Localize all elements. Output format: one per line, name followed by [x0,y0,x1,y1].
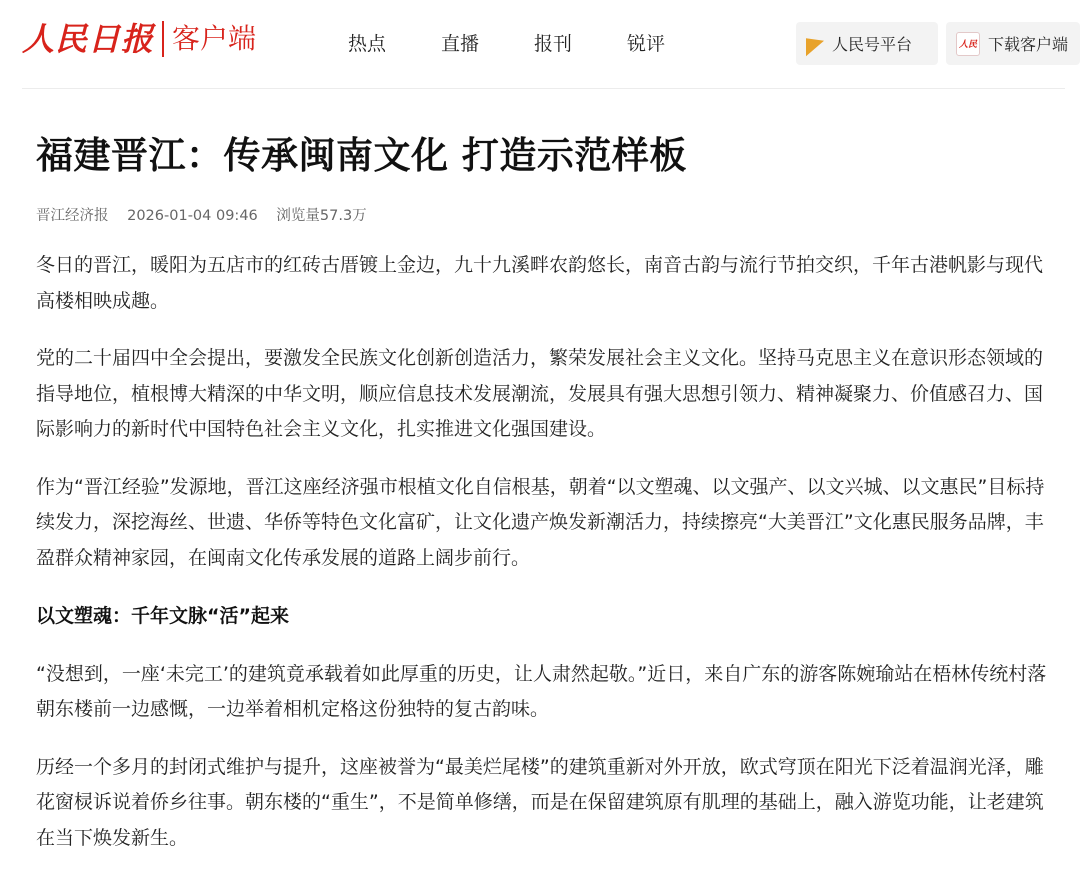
logo-mark: 人民日报 [22,20,155,58]
article-paragraph: 冬日的晋江，暖阳为五店市的红砖古厝镀上金边，九十九溪畔农韵悠长，南音古韵与流行节拍交织，千年古港帆影与现代高楼相映成趣。 [36,254,1044,312]
article-datetime: 2026-01-04 09:46 [127,208,258,224]
nav-item-hot[interactable]: 热点 [348,33,387,55]
logo-subtitle: 客户端 [172,22,257,55]
app-logo-icon: 人民 [956,32,980,56]
logo-separator [162,21,164,57]
download-button-label: 下载客户端 [988,35,1069,54]
nav-item-live[interactable]: 直播 [441,33,480,55]
main-nav [348,30,720,58]
header-divider [22,88,1065,89]
article-meta [36,206,1056,226]
article-title: 福建晋江：传承闽南文化 打造示范样板 [36,134,687,177]
site-logo[interactable] [22,16,256,62]
article-paragraph: 历经一个多月的封闭式维护与提升，这座被誉为“最美烂尾楼”的建筑重新对外开放，欧式穹顶在阳光下泛着温润光泽，雕花窗棂诉说着侨乡往事。朝东楼的“重生”，不是简单修缮，而是在保留建筑原有肌理的基础上，融入游览功能，让老建筑在当下焕发新生。 [36,755,1044,849]
nav-item-commentary[interactable]: 锐评 [627,33,666,55]
flag-icon [806,31,824,56]
nav-item-newspaper[interactable]: 报刊 [534,33,573,55]
article-paragraph: 作为“晋江经验”发源地，晋江这座经济强市根植文化自信根基，朝着“以文塑魂、以文强产、以文兴城、以文惠民”目标持续发力，深挖海丝、世遗、华侨等特色文化富矿，让文化遗产焕发新潮活力，持续擦亮“大美晋江”文化惠民服务品牌，丰盈群众精神家园，在闽南文化传承发展的道路上阔步前行。 [36,475,1045,569]
article-views: 浏览量57.3万 [276,208,367,224]
site-header [0,0,1080,88]
article-paragraph: 党的二十届四中全会提出，要激发全民族文化创新创造活力，繁荣发展社会主义文化。坚持马克思主义在意识形态领域的指导地位，植根博大精深的中华文明，顺应信息技术发展潮流，发展具有强大思想引领力、精神凝聚力、价值感召力、国际影响力的新时代中国特色社会主义文化，扎实推进文化强国建设。 [36,347,1044,440]
article-paragraph: “没想到，一座‘未完工’的建筑竟承载着如此厚重的历史，让人肃然起敬。”近日，来自广东的游客陈婉瑜站在梧林传统村落朝东楼前一边感慨，一边举着相机定格这份独特的复古韵味。 [36,662,1047,720]
download-app-button[interactable] [946,22,1080,65]
platform-button-label: 人民号平台 [832,35,913,54]
article [36,126,1056,856]
article-source[interactable]: 晋江经济报 [36,208,109,224]
platform-button[interactable] [796,22,938,65]
article-subheading: 以文塑魂：千年文脉“活”起来 [36,605,289,627]
